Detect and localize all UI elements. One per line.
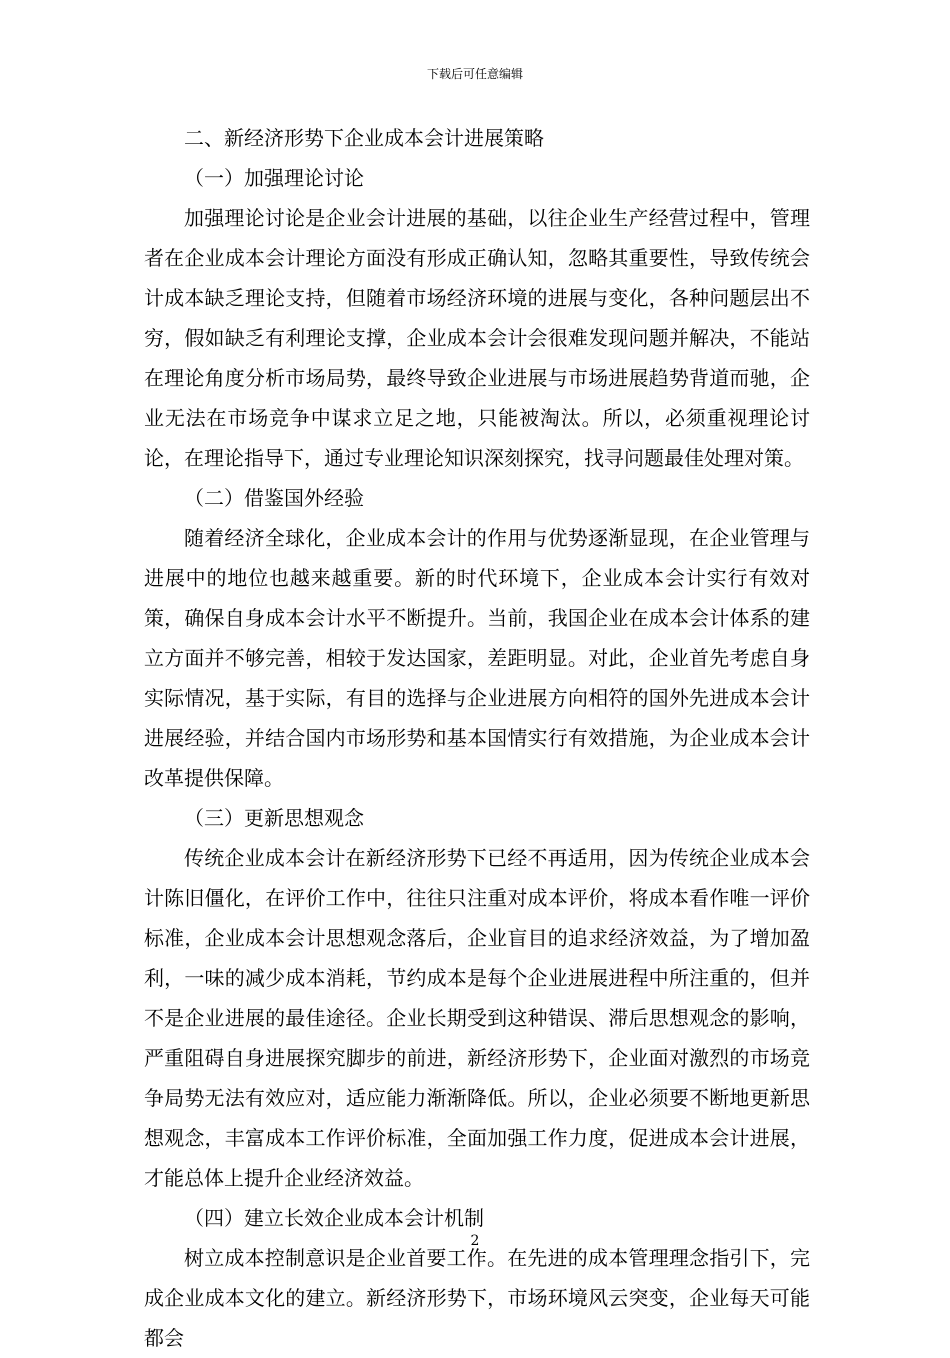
subsection-paragraph-1: 加强理论讨论是企业会计进展的基础，以往企业生产经营过程中，管理者在企业成本会计理论方面没有形成正确认知，忽略其重要性，导致传统会计成本缺乏理论支持，但随着市场经济环境的进展与变化，各种问题层出不穷，假如缺乏有利理论支撑，企业成本会计会很难发现问题并解决，不能站在理论角度分析市场局势，最终导致企业进展与市场进展趋势背道而驰，企业无法在市场竞争中谋求立足之地，只能被淘汰。所以，必须重视理论讨论，在理论指导下，通过专业理论知识深刻探究，找寻问题最佳处理对策。: [144, 206, 810, 470]
subsection-paragraph-2: 随着经济全球化，企业成本会计的作用与优势逐渐显现，在企业管理与进展中的地位也越来越重要。新的时代环境下，企业成本会计实行有效对策，确保自身成本会计水平不断提升。当前，我国企业在成本会计体系的建立方面并不够完善，相较于发达国家，差距明显。对此，企业首先考虑自身实际情况，基于实际，有目的选择与企业进展方向相符的国外先进成本会计进展经验，并结合国内市场形势和基本国情实行有效措施，为企业成本会计改革提供保障。: [144, 526, 810, 790]
subsection-paragraph-4: 树立成本控制意识是企业首要工作。在先进的成本管理理念指引下，完成企业成本文化的建立。新经济形势下，市场环境风云突变，企业每天可能都会: [144, 1246, 810, 1350]
subsection-paragraph-3: 传统企业成本会计在新经济形势下已经不再适用，因为传统企业成本会计陈旧僵化，在评价工作中，往往只注重对成本评价，将成本看作唯一评价标准，企业成本会计思想观念落后，企业盲目的追求经济效益，为了增加盈利，一味的减少成本消耗，节约成本是每个企业进展进程中所注重的，但并不是企业进展的最佳途径。企业长期受到这种错误、滞后思想观念的影响，严重阻碍自身进展探究脚步的前进，新经济形势下，企业面对激烈的市场竞争局势无法有效应对，适应能力渐渐降低。所以，企业必须要不断地更新思想观念，丰富成本工作评价标准，全面加强工作力度，促进成本会计进展，才能总体上提升企业经济效益。: [144, 846, 810, 1190]
header-note: 下载后可任意编辑: [426, 67, 523, 81]
body-text: [144, 118, 810, 1358]
page-number: 2: [470, 1233, 480, 1249]
subsection-heading-4: （四）建立长效企业成本会计机制: [184, 1206, 484, 1230]
subsection-heading-2: （二）借鉴国外经验: [184, 486, 364, 510]
subsection-heading-3: （三）更新思想观念: [184, 806, 364, 830]
subsection-heading-1: （一）加强理论讨论: [184, 166, 364, 190]
section-title: 二、新经济形势下企业成本会计进展策略: [184, 126, 544, 150]
